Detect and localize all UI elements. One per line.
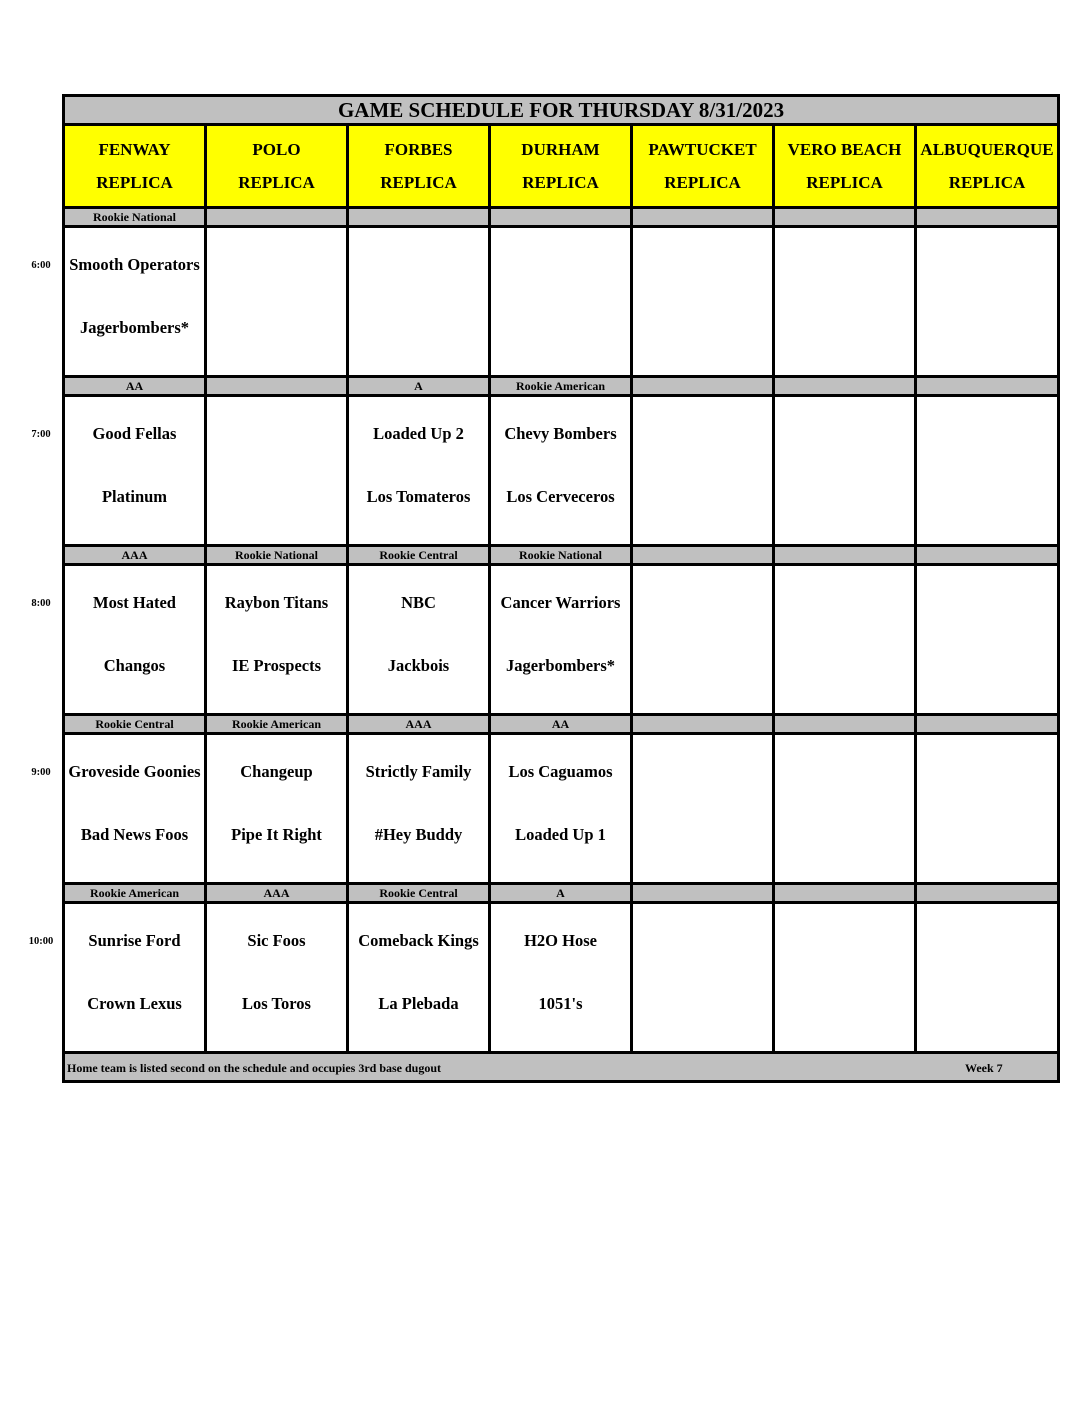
away-team (491, 228, 630, 301)
division-label (916, 377, 1059, 396)
field-name: DURHAM (521, 140, 600, 159)
away-team: Sunrise Ford (88, 931, 181, 950)
away-team (633, 904, 772, 977)
game-cell (348, 734, 490, 884)
division-label: Rookie Central (64, 715, 206, 734)
field-name: ALBUQUERQUE (920, 140, 1054, 159)
field-type: REPLICA (96, 173, 173, 192)
home-team (775, 470, 914, 544)
game-cell (916, 734, 1059, 884)
field-header-4 (632, 125, 774, 208)
division-label (632, 208, 774, 227)
home-team (633, 808, 772, 882)
game-row (64, 565, 1059, 715)
home-team: Los Cerveceros (506, 487, 615, 506)
field-name: FORBES (384, 140, 453, 159)
home-team: #Hey Buddy (374, 825, 463, 844)
game-cell (916, 903, 1059, 1053)
field-type: REPLICA (948, 173, 1026, 192)
game-cell (206, 734, 348, 884)
game-cell (206, 396, 348, 546)
home-team: Pipe It Right (231, 825, 322, 844)
home-team (633, 639, 772, 713)
game-cell (348, 227, 490, 377)
game-row (64, 227, 1059, 377)
division-label: AA (64, 377, 206, 396)
away-team (207, 228, 346, 301)
field-header-6 (916, 125, 1059, 208)
home-team: Jackbois (387, 656, 450, 675)
division-label (206, 208, 348, 227)
game-cell (774, 227, 916, 377)
division-label (632, 546, 774, 565)
division-label (774, 884, 916, 903)
field-type: REPLICA (664, 173, 741, 192)
home-team (917, 977, 1057, 1051)
game-cell (774, 396, 916, 546)
field-name: FENWAY (98, 140, 171, 159)
away-team (775, 397, 914, 470)
home-team: Los Toros (242, 994, 311, 1013)
division-label: Rookie Central (348, 546, 490, 565)
home-team: Los Tomateros (366, 487, 471, 506)
home-team: La Plebada (378, 994, 459, 1013)
game-cell (64, 903, 206, 1053)
away-team: Strictly Family (365, 762, 472, 781)
away-team: Groveside Goonies (68, 762, 201, 781)
division-label (632, 377, 774, 396)
away-team: NBC (401, 593, 436, 612)
away-team: Good Fellas (92, 424, 177, 443)
game-cell (632, 396, 774, 546)
game-cell (206, 565, 348, 715)
game-cell (206, 227, 348, 377)
field-type: REPLICA (806, 173, 883, 192)
field-type: REPLICA (380, 173, 457, 192)
game-row (64, 903, 1059, 1053)
game-cell (64, 565, 206, 715)
division-label (206, 377, 348, 396)
home-team (917, 639, 1057, 713)
home-team: Changos (103, 656, 166, 675)
game-cell (64, 734, 206, 884)
away-team (633, 397, 772, 470)
division-label: AAA (64, 546, 206, 565)
home-team (491, 301, 630, 375)
field-type: REPLICA (238, 173, 315, 192)
home-team (207, 470, 346, 544)
away-team (775, 228, 914, 301)
field-header-2 (348, 125, 490, 208)
division-row (64, 546, 1059, 565)
game-cell (916, 396, 1059, 546)
division-label (348, 208, 490, 227)
home-team (917, 301, 1057, 375)
home-team (917, 808, 1057, 882)
game-cell (916, 227, 1059, 377)
schedule-table (62, 94, 1060, 1083)
home-team (349, 301, 488, 375)
home-team (633, 977, 772, 1051)
field-type: REPLICA (522, 173, 599, 192)
away-team: Chevy Bombers (504, 424, 617, 443)
footer-bar (64, 1053, 1059, 1082)
home-team (775, 301, 914, 375)
division-label (916, 884, 1059, 903)
division-label: A (490, 884, 632, 903)
away-team (917, 904, 1057, 977)
home-team: Crown Lexus (87, 994, 182, 1013)
home-team (207, 301, 346, 375)
division-label: Rookie American (206, 715, 348, 734)
away-team (775, 566, 914, 639)
field-header-1 (206, 125, 348, 208)
division-label (774, 715, 916, 734)
home-team: Bad News Foos (80, 825, 189, 844)
time-label: 10:00 (28, 935, 54, 947)
home-team (775, 977, 914, 1051)
game-cell (490, 565, 632, 715)
division-label: AAA (206, 884, 348, 903)
game-cell (916, 565, 1059, 715)
time-label: 8:00 (31, 597, 51, 609)
game-cell (490, 396, 632, 546)
division-label: AAA (348, 715, 490, 734)
division-label: Rookie Central (348, 884, 490, 903)
home-team-note: Home team is listed second on the schedule and occupies 3rd base dugout (67, 1061, 442, 1075)
away-team: Loaded Up 2 (373, 424, 464, 443)
week-label: Week 7 (965, 1061, 1003, 1075)
game-cell (632, 565, 774, 715)
game-cell (206, 903, 348, 1053)
away-team (917, 566, 1057, 639)
game-row (64, 734, 1059, 884)
division-row (64, 208, 1059, 227)
division-label (916, 546, 1059, 565)
away-team (775, 904, 914, 977)
away-team (633, 735, 772, 808)
home-team (633, 470, 772, 544)
away-team: Los Caguamos (508, 762, 613, 781)
away-team: H2O Hose (524, 931, 597, 950)
home-team (917, 470, 1057, 544)
game-cell (348, 565, 490, 715)
schedule-title: GAME SCHEDULE FOR THURSDAY 8/31/2023 (64, 96, 1059, 125)
away-team (917, 228, 1057, 301)
game-cell (490, 903, 632, 1053)
division-label (774, 546, 916, 565)
away-team: Smooth Operators (69, 255, 200, 274)
game-cell (64, 396, 206, 546)
division-label (490, 208, 632, 227)
away-team (207, 397, 346, 470)
away-team (775, 735, 914, 808)
division-label (916, 715, 1059, 734)
game-cell (348, 903, 490, 1053)
game-cell (632, 734, 774, 884)
field-name: VERO BEACH (787, 140, 902, 159)
time-label: 6:00 (31, 259, 51, 271)
home-team: Jagerbombers* (505, 656, 616, 675)
away-team: Comeback Kings (358, 931, 479, 950)
home-team (775, 808, 914, 882)
fields-row (64, 125, 1059, 208)
away-team: Cancer Warriors (500, 593, 621, 612)
game-cell (774, 903, 916, 1053)
field-name: POLO (252, 140, 301, 159)
division-row (64, 377, 1059, 396)
division-label: Rookie American (64, 884, 206, 903)
game-cell (64, 227, 206, 377)
division-row (64, 715, 1059, 734)
division-label: AA (490, 715, 632, 734)
division-label: Rookie National (490, 546, 632, 565)
away-team: Changeup (240, 762, 313, 781)
division-label (632, 884, 774, 903)
game-cell (774, 565, 916, 715)
division-label: Rookie National (206, 546, 348, 565)
home-team (775, 639, 914, 713)
home-team: Jagerbombers* (79, 318, 190, 337)
home-team: Loaded Up 1 (515, 825, 606, 844)
division-label (632, 715, 774, 734)
away-team (917, 397, 1057, 470)
away-team: Sic Foos (247, 931, 306, 950)
division-label (774, 377, 916, 396)
away-team (633, 228, 772, 301)
field-header-0 (64, 125, 206, 208)
division-label: Rookie National (64, 208, 206, 227)
home-team: IE Prospects (231, 656, 322, 675)
division-row (64, 884, 1059, 903)
home-team: Platinum (101, 487, 168, 506)
game-cell (774, 734, 916, 884)
game-cell (632, 903, 774, 1053)
away-team: Most Hated (93, 593, 176, 612)
game-row (64, 396, 1059, 546)
field-header-3 (490, 125, 632, 208)
away-team (917, 735, 1057, 808)
game-cell (490, 734, 632, 884)
game-cell (490, 227, 632, 377)
home-team: 1051's (538, 994, 583, 1013)
division-label: A (348, 377, 490, 396)
game-cell (348, 396, 490, 546)
home-team (633, 301, 772, 375)
time-label: 7:00 (31, 428, 51, 440)
away-team (633, 566, 772, 639)
division-label (916, 208, 1059, 227)
division-label: Rookie American (490, 377, 632, 396)
time-label: 9:00 (31, 766, 51, 778)
division-label (774, 208, 916, 227)
field-header-5 (774, 125, 916, 208)
field-name: PAWTUCKET (648, 140, 757, 159)
away-team (349, 228, 488, 301)
game-cell (632, 227, 774, 377)
away-team: Raybon Titans (224, 593, 329, 612)
